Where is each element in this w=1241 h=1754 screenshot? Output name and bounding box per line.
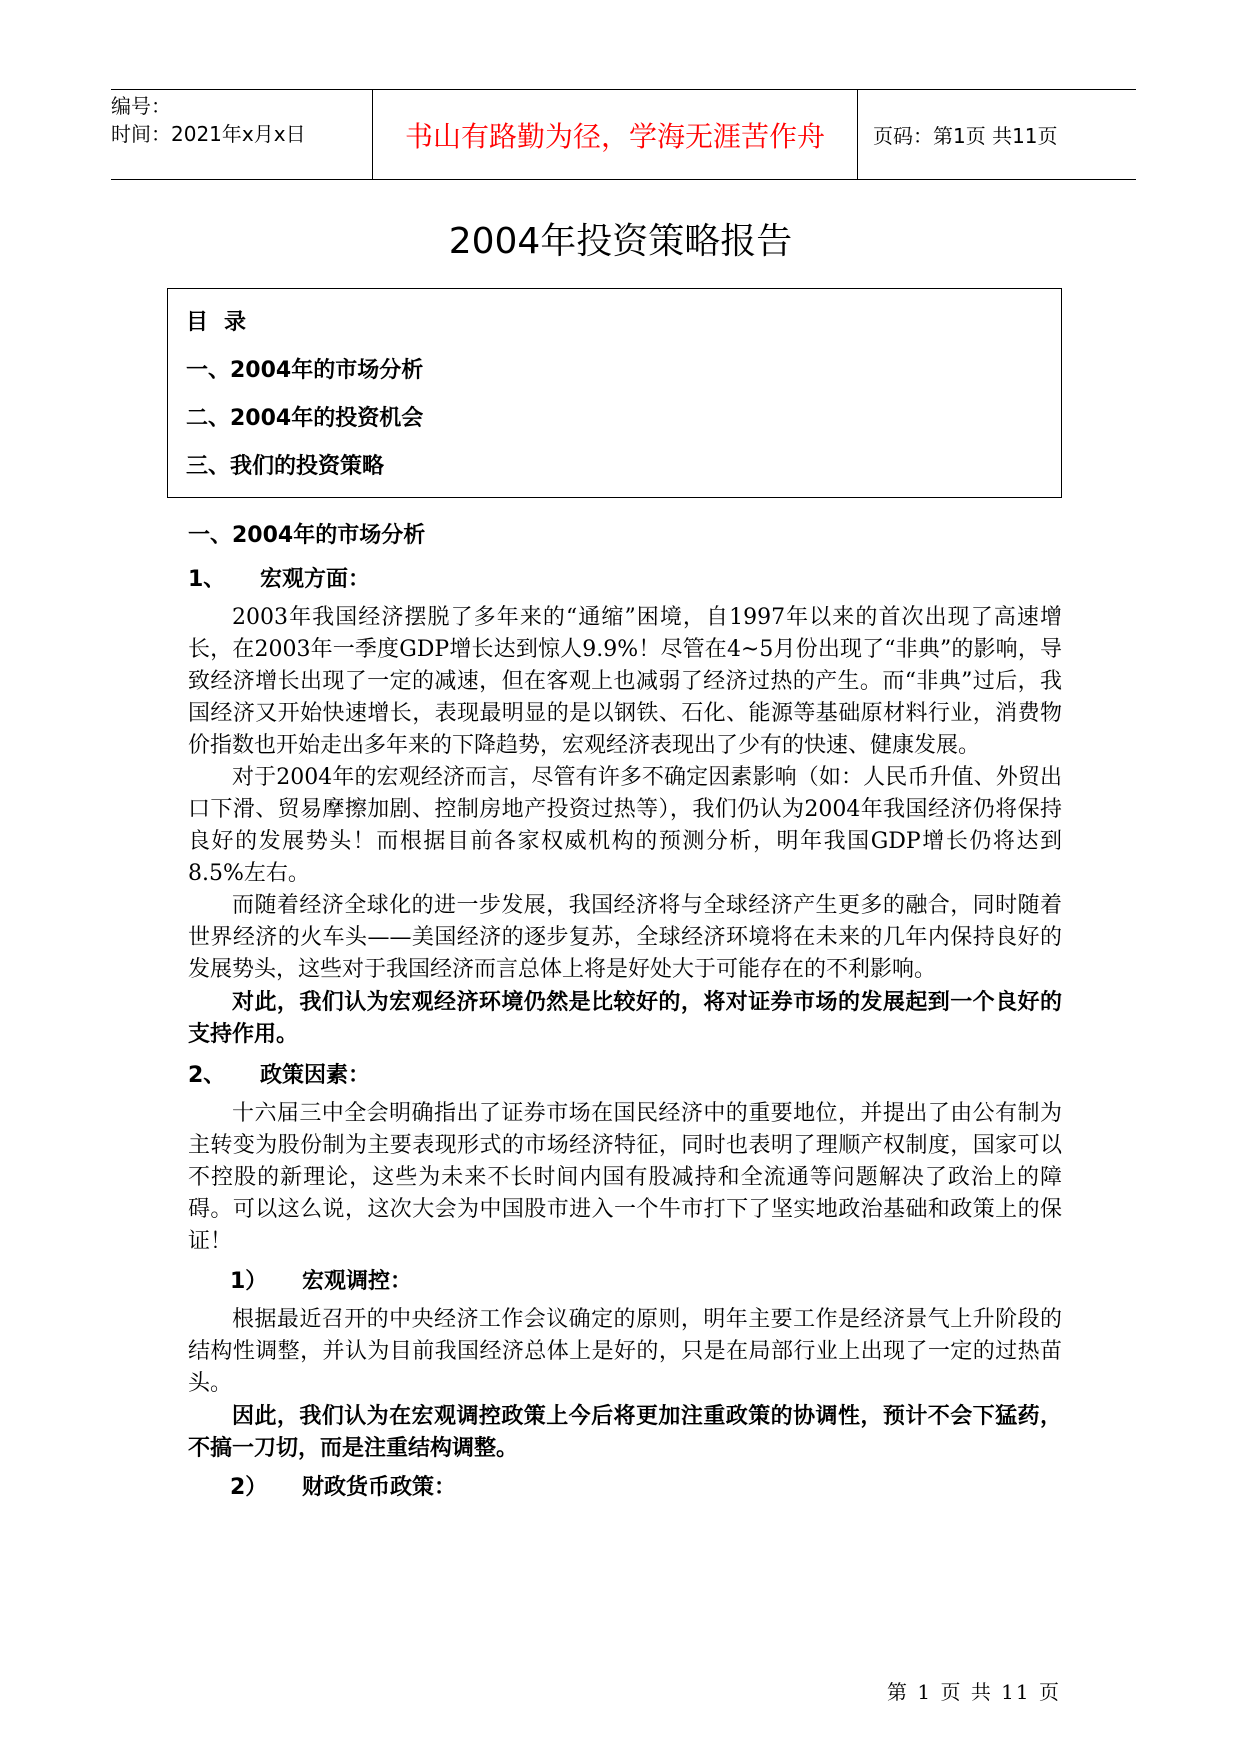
main-content: [188, 520, 1062, 1510]
sub-subsection-title: 财政货币政策：: [302, 1475, 457, 1500]
toc-item: 三、我们的投资策略: [186, 454, 385, 479]
toc-item: 二、2004年的投资机会: [186, 406, 424, 431]
paragraph: 2003年我国经济摆脱了多年来的“通缩”困境，自1997年以来的首次出现了高速增长，在2003年一季度GDP增长达到惊人9.9%！尽管在4~5月份出现了“非典”的影响，导致经济增长出现了一定的减速，但在客观上也减弱了经济过热的产生。而“非典”过后，我国经济又开始快速增长，表现最明显的是以钢铁、石化、能源等基础原材料行业，消费物价指数也开始走出多年来的下降趋势，宏观经济表现出了少有的快速、健康发展。: [188, 605, 1062, 758]
paragraph: 而随着经济全球化的进一步发展，我国经济将与全球经济产生更多的融合，同时随着世界经济的火车头——美国经济的逐步复苏，全球经济环境将在未来的几年内保持良好的发展势头，这些对于我国经济而言总体上将是好处大于可能存在的不利影响。: [188, 893, 1062, 982]
subsection-number: 1、: [188, 567, 226, 592]
header-page-cell: [857, 90, 1136, 179]
paragraph: 对于2004年的宏观经济而言，尽管有许多不确定因素影响（如：人民币升值、外贸出口下滑、贸易摩擦加剧、控制房地产投资过热等），我们仍认为2004年我国经济仍将保持良好的发展势头！而根据目前各家权威机构的预测分析，明年我国GDP增长仍将达到8.5%左右。: [188, 765, 1062, 886]
subsection-heading: [188, 1060, 1062, 1092]
sub-subsection-title: 宏观调控：: [302, 1269, 413, 1294]
header-table: [111, 89, 1136, 180]
time-label: 时间：2021年x月x日: [111, 122, 306, 146]
bold-conclusion: 因此，我们认为在宏观调控政策上今后将更加注重政策的协调性，预计不会下猛药，不搞一刀切，而是注重结构调整。: [188, 1403, 1062, 1461]
sub-subsection-number: 1）: [230, 1269, 268, 1294]
bold-conclusion: 对此，我们认为宏观经济环境仍然是比较好的，将对证券市场的发展起到一个良好的支持作用。: [188, 989, 1062, 1047]
table-of-contents: [167, 288, 1062, 498]
subsection-title: 政策因素：: [260, 1063, 371, 1088]
subsection-number: 2、: [188, 1063, 226, 1088]
motto: 书山有路勤为径，学海无涯苦作舟: [404, 119, 825, 153]
page-title: 2004年投资策略报告: [448, 221, 793, 262]
page-info: 页码：第1页 共11页: [873, 124, 1058, 148]
number-label: 编号：: [111, 94, 171, 118]
toc-item: 一、2004年的市场分析: [186, 358, 424, 383]
sub-subsection-heading: [230, 1266, 1062, 1298]
paragraph: 根据最近召开的中央经济工作会议确定的原则，明年主要工作是经济景气上升阶段的结构性调整，并认为目前我国经济总体上是好的，只是在局部行业上出现了一定的过热苗头。: [188, 1307, 1062, 1396]
paragraph: 十六届三中全会明确指出了证券市场在国民经济中的重要地位，并提出了由公有制为主转变为股份制为主要表现形式的市场经济特征，同时也表明了理顺产权制度，国家可以不控股的新理论，这些为未来不长时间内国有股减持和全流通等问题解决了政治上的障碍。可以这么说，这次大会为中国股市进入一个牛市打下了坚实地政治基础和政策上的保证！: [188, 1101, 1062, 1254]
subsection-heading: [188, 564, 1062, 596]
header-motto-cell: [372, 90, 858, 179]
toc-heading: 目录: [186, 310, 263, 335]
section-heading: 一、2004年的市场分析: [188, 523, 426, 548]
page-footer: 第 1 页 共 11 页: [887, 1680, 1061, 1704]
subsection-title: 宏观方面：: [260, 567, 371, 592]
header-meta: [111, 90, 372, 179]
sub-subsection-number: 2）: [230, 1475, 268, 1500]
sub-subsection-heading: [230, 1472, 1062, 1504]
